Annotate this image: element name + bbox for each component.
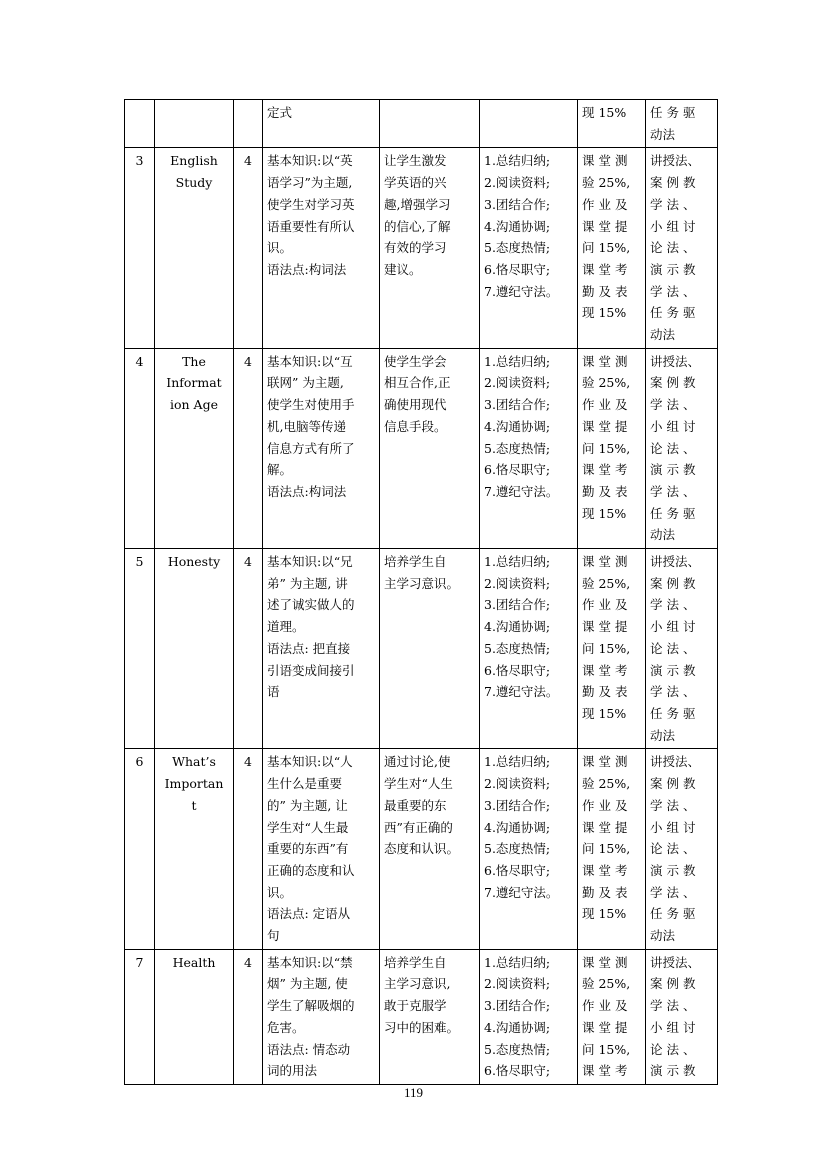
cell-assessment [578, 549, 646, 749]
cell-teaching [646, 148, 718, 348]
cell-line: 3.团结合作; [484, 597, 551, 613]
cell-line: 任 务 驱 [650, 906, 696, 922]
cell-line: 动法 [650, 727, 676, 743]
cell-line: 任 务 驱 [650, 505, 696, 521]
cell-line: Health [172, 954, 216, 970]
cell-line: 验 25%, [582, 776, 631, 792]
cell-line: 小 组 讨 [650, 819, 696, 835]
cell-line: 作 业 及 [582, 196, 628, 212]
cell-line: 验 25%, [582, 976, 631, 992]
cell-line: 语学习”为主题, [267, 175, 353, 191]
cell-methods [480, 949, 578, 1084]
cell-line: 使学生对使用手 [267, 397, 355, 413]
cell-line: 语法点: 把直接 [267, 640, 351, 656]
cell-assessment [578, 749, 646, 949]
cell-teaching [646, 100, 718, 148]
cell-line: 语法点: 情态动 [267, 1041, 351, 1057]
cell-teaching [646, 348, 718, 548]
cell-line: 5.态度热情; [484, 841, 551, 857]
cell-line: 课 堂 考 [582, 1063, 628, 1079]
cell-line: 语法点: 定语从 [267, 906, 351, 922]
cell-line: 建议。 [384, 261, 422, 277]
cell-line: 的信心,了解 [384, 218, 451, 234]
cell-line: 问 15%, [582, 1041, 631, 1057]
cell-line: 基本知识:以“禁 [267, 954, 353, 970]
cell-line: 论 法 、 [650, 640, 696, 656]
table-row [125, 749, 718, 949]
cell-number [125, 100, 155, 148]
cell-line: 信息方式有所了 [267, 440, 355, 456]
cell-line: 7.遵纪守法。 [484, 283, 559, 299]
cell-methods [480, 148, 578, 348]
cell-line: 烟” 为主题, 使 [267, 976, 348, 992]
cell-line: 语法点:构词法 [267, 483, 347, 499]
cell-goals [380, 749, 480, 949]
cell-line: 作 业 及 [582, 397, 628, 413]
cell-line: 1.总结归纳; [484, 554, 551, 570]
cell-line: 勤 及 表 [582, 483, 628, 499]
cell-line: 6.恪尽职守; [484, 462, 551, 478]
cell-line: 语 [267, 684, 280, 700]
cell-line: 学 法 、 [650, 196, 696, 212]
cell-line: 讲授法、 [650, 554, 701, 570]
cell-content [263, 148, 380, 348]
cell-line: 7.遵纪守法。 [484, 483, 559, 499]
cell-line: 5.态度热情; [484, 1041, 551, 1057]
cell-line: 最重要的东 [384, 797, 447, 813]
cell-line: 道理。 [267, 619, 305, 635]
cell-line: 现 15% [582, 906, 627, 922]
cell-line: 课 堂 提 [582, 619, 628, 635]
cell-line: 课 堂 考 [582, 261, 628, 277]
cell-line: 2.阅读资料; [484, 575, 551, 591]
cell-line: 1.总结归纳; [484, 353, 551, 369]
cell-line: 3.团结合作; [484, 998, 551, 1014]
cell-line: 5.态度热情; [484, 640, 551, 656]
cell-line: 现 15% [582, 305, 627, 321]
syllabus-table [124, 99, 718, 1085]
cell-line: 动法 [650, 126, 676, 142]
cell-line: 课 堂 考 [582, 862, 628, 878]
cell-line: 危害。 [267, 1019, 305, 1035]
cell-line: 6.恪尽职守; [484, 261, 551, 277]
cell-number: 3 [125, 148, 155, 348]
cell-line: 课 堂 测 [582, 954, 628, 970]
cell-goals [380, 100, 480, 148]
cell-line: 案 例 教 [650, 175, 696, 191]
cell-line: 学 法 、 [650, 797, 696, 813]
cell-line: 基本知识:以“兄 [267, 554, 353, 570]
cell-assessment [578, 949, 646, 1084]
cell-line: 问 15%, [582, 640, 631, 656]
cell-number: 7 [125, 949, 155, 1084]
cell-line: t [191, 797, 197, 813]
cell-line: What’s [172, 754, 216, 770]
cell-line: 学 法 、 [650, 483, 696, 499]
cell-line: 4.沟通协调; [484, 418, 551, 434]
cell-line: 讲授法、 [650, 754, 701, 770]
cell-line: 问 15%, [582, 440, 631, 456]
cell-line: 述了诚实做人的 [267, 597, 355, 613]
cell-line: 语重要性有所认 [267, 218, 355, 234]
cell-line: 论 法 、 [650, 841, 696, 857]
cell-line: 弟” 为主题, 讲 [267, 575, 348, 591]
cell-line: 小 组 讨 [650, 418, 696, 434]
cell-line: 2.阅读资料; [484, 776, 551, 792]
cell-line: 基本知识:以“人 [267, 754, 353, 770]
cell-line: 动法 [650, 327, 676, 343]
cell-line: 案 例 教 [650, 776, 696, 792]
cell-line: 课 堂 测 [582, 554, 628, 570]
cell-line: 重要的东西”有 [267, 841, 349, 857]
cell-line: 3.团结合作; [484, 797, 551, 813]
cell-line: 论 法 、 [650, 440, 696, 456]
cell-line: 让学生激发 [384, 153, 447, 169]
table-row [125, 148, 718, 348]
cell-line: 1.总结归纳; [484, 153, 551, 169]
cell-line: 验 25%, [582, 175, 631, 191]
cell-content [263, 549, 380, 749]
cell-line: 确使用现代 [384, 397, 447, 413]
cell-line: 现 15% [582, 505, 627, 521]
cell-line: 机,电脑等传递 [267, 418, 346, 434]
cell-line: 词的用法 [267, 1063, 318, 1079]
cell-line: 2.阅读资料; [484, 375, 551, 391]
cell-line: 演 示 教 [650, 662, 696, 678]
cell-line: 2.阅读资料; [484, 976, 551, 992]
cell-hours: 4 [234, 749, 263, 949]
cell-line: 主学习意识。 [384, 575, 460, 591]
cell-unit-title [155, 100, 234, 148]
cell-line: 现 15% [582, 705, 627, 721]
cell-line: 识。 [267, 884, 293, 900]
cell-line: 案 例 教 [650, 575, 696, 591]
cell-teaching [646, 549, 718, 749]
cell-hours [234, 100, 263, 148]
cell-line: 6.恪尽职守; [484, 862, 551, 878]
cell-line: 通过讨论,使 [384, 754, 451, 770]
cell-line: 讲授法、 [650, 954, 701, 970]
cell-line: 培养学生自 [384, 954, 447, 970]
cell-line: 5.态度热情; [484, 240, 551, 256]
cell-unit-title [155, 549, 234, 749]
cell-line: 案 例 教 [650, 375, 696, 391]
cell-hours: 4 [234, 148, 263, 348]
cell-unit-title [155, 148, 234, 348]
cell-line: 正确的态度和认 [267, 862, 355, 878]
cell-line: Informat [166, 375, 222, 391]
cell-line: 培养学生自 [384, 554, 447, 570]
cell-line: 1.总结归纳; [484, 754, 551, 770]
cell-line: 学 法 、 [650, 597, 696, 613]
cell-line: 学 法 、 [650, 283, 696, 299]
cell-line: English [170, 153, 218, 169]
cell-hours: 4 [234, 949, 263, 1084]
cell-line: 课 堂 考 [582, 462, 628, 478]
cell-line: 学生对“人生最 [267, 819, 349, 835]
cell-line: 主学习意识, [384, 976, 451, 992]
cell-line: 作 业 及 [582, 998, 628, 1014]
cell-line: 作 业 及 [582, 797, 628, 813]
cell-line: 案 例 教 [650, 976, 696, 992]
cell-line: 问 15%, [582, 240, 631, 256]
cell-line: 基本知识:以“互 [267, 353, 353, 369]
cell-line: 小 组 讨 [650, 1019, 696, 1035]
cell-line: 使学生对学习英 [267, 196, 355, 212]
cell-line: 4.沟通协调; [484, 218, 551, 234]
cell-line: 现 15% [582, 105, 627, 120]
cell-line: 定式 [267, 105, 293, 120]
cell-line: 演 示 教 [650, 1063, 696, 1079]
cell-number: 6 [125, 749, 155, 949]
cell-number: 5 [125, 549, 155, 749]
table-row [125, 100, 718, 148]
cell-line: 4.沟通协调; [484, 619, 551, 635]
cell-assessment [578, 348, 646, 548]
cell-line: 学 法 、 [650, 884, 696, 900]
cell-methods [480, 100, 578, 148]
cell-unit-title [155, 949, 234, 1084]
cell-line: 演 示 教 [650, 462, 696, 478]
cell-line: 任 务 驱 [650, 105, 696, 120]
cell-line: 3.团结合作; [484, 397, 551, 413]
cell-line: The [182, 353, 206, 369]
cell-goals [380, 549, 480, 749]
cell-line: 动法 [650, 527, 676, 543]
cell-line: 课 堂 测 [582, 754, 628, 770]
cell-line: 识。 [267, 240, 293, 256]
cell-content [263, 749, 380, 949]
cell-line: 联网” 为主题, [267, 375, 344, 391]
cell-content [263, 949, 380, 1084]
cell-methods [480, 549, 578, 749]
cell-line: ion Age [170, 397, 218, 413]
cell-line: 勤 及 表 [582, 884, 628, 900]
cell-line: 作 业 及 [582, 597, 628, 613]
cell-line: 西”有正确的 [384, 819, 453, 835]
cell-line: 问 15%, [582, 841, 631, 857]
cell-line: 讲授法、 [650, 353, 701, 369]
cell-line: 课 堂 提 [582, 819, 628, 835]
cell-line: 课 堂 测 [582, 153, 628, 169]
cell-line: 相互合作,正 [384, 375, 451, 391]
cell-line: 信息手段。 [384, 418, 447, 434]
cell-line: 演 示 教 [650, 862, 696, 878]
page-number: 119 [403, 1085, 424, 1100]
cell-goals [380, 348, 480, 548]
cell-goals [380, 148, 480, 348]
cell-line: 动法 [650, 928, 676, 944]
cell-line: 有效的学习 [384, 240, 447, 256]
cell-line: 引语变成间接引 [267, 662, 355, 678]
cell-line: 验 25%, [582, 575, 631, 591]
cell-line: 习中的困难。 [384, 1019, 460, 1035]
cell-line: 学 法 、 [650, 998, 696, 1014]
cell-line: 课 堂 测 [582, 353, 628, 369]
cell-line: 趣,增强学习 [384, 196, 451, 212]
cell-teaching [646, 749, 718, 949]
cell-line: 学生对“人生 [384, 776, 453, 792]
cell-line: 的” 为主题, 让 [267, 797, 348, 813]
cell-line: 语法点:构词法 [267, 261, 347, 277]
cell-line: 敢于克服学 [384, 998, 447, 1014]
cell-goals [380, 949, 480, 1084]
cell-line: 论 法 、 [650, 1041, 696, 1057]
cell-line: Honesty [167, 554, 221, 570]
cell-line: 讲授法、 [650, 153, 701, 169]
cell-line: 生什么是重要 [267, 776, 343, 792]
cell-line: 使学生学会 [384, 353, 447, 369]
cell-assessment [578, 148, 646, 348]
cell-line: 基本知识:以“英 [267, 153, 353, 169]
table-row [125, 949, 718, 1084]
cell-line: 勤 及 表 [582, 684, 628, 700]
cell-content [263, 348, 380, 548]
table-body [125, 100, 718, 1085]
cell-line: 4.沟通协调; [484, 819, 551, 835]
cell-line: 句 [267, 928, 280, 944]
cell-line: 学英语的兴 [384, 175, 447, 191]
cell-line: 小 组 讨 [650, 218, 696, 234]
cell-methods [480, 348, 578, 548]
cell-line: 6.恪尽职守; [484, 1063, 551, 1079]
cell-teaching [646, 949, 718, 1084]
cell-line: Study [175, 175, 213, 191]
cell-line: 1.总结归纳; [484, 954, 551, 970]
cell-line: 解。 [267, 462, 293, 478]
cell-unit-title [155, 749, 234, 949]
cell-line: 4.沟通协调; [484, 1019, 551, 1035]
cell-unit-title [155, 348, 234, 548]
cell-line: 态度和认识。 [384, 841, 460, 857]
cell-line: 勤 及 表 [582, 283, 628, 299]
cell-line: 5.态度热情; [484, 440, 551, 456]
cell-line: Importan [164, 776, 224, 792]
cell-hours: 4 [234, 549, 263, 749]
cell-line: 验 25%, [582, 375, 631, 391]
cell-line: 6.恪尽职守; [484, 662, 551, 678]
cell-line: 3.团结合作; [484, 196, 551, 212]
cell-line: 课 堂 提 [582, 418, 628, 434]
cell-line: 学 法 、 [650, 684, 696, 700]
cell-hours: 4 [234, 348, 263, 548]
cell-line: 7.遵纪守法。 [484, 684, 559, 700]
cell-line: 7.遵纪守法。 [484, 884, 559, 900]
cell-line: 课 堂 考 [582, 662, 628, 678]
table-row [125, 549, 718, 749]
cell-line: 课 堂 提 [582, 1019, 628, 1035]
cell-line: 演 示 教 [650, 261, 696, 277]
cell-content [263, 100, 380, 148]
cell-line: 论 法 、 [650, 240, 696, 256]
cell-line: 2.阅读资料; [484, 175, 551, 191]
cell-methods [480, 749, 578, 949]
cell-line: 学生了解吸烟的 [267, 998, 355, 1014]
cell-line: 小 组 讨 [650, 619, 696, 635]
table-row [125, 348, 718, 548]
cell-line: 任 务 驱 [650, 305, 696, 321]
cell-line: 任 务 驱 [650, 705, 696, 721]
cell-line: 课 堂 提 [582, 218, 628, 234]
cell-assessment [578, 100, 646, 148]
cell-number: 4 [125, 348, 155, 548]
cell-line: 学 法 、 [650, 397, 696, 413]
